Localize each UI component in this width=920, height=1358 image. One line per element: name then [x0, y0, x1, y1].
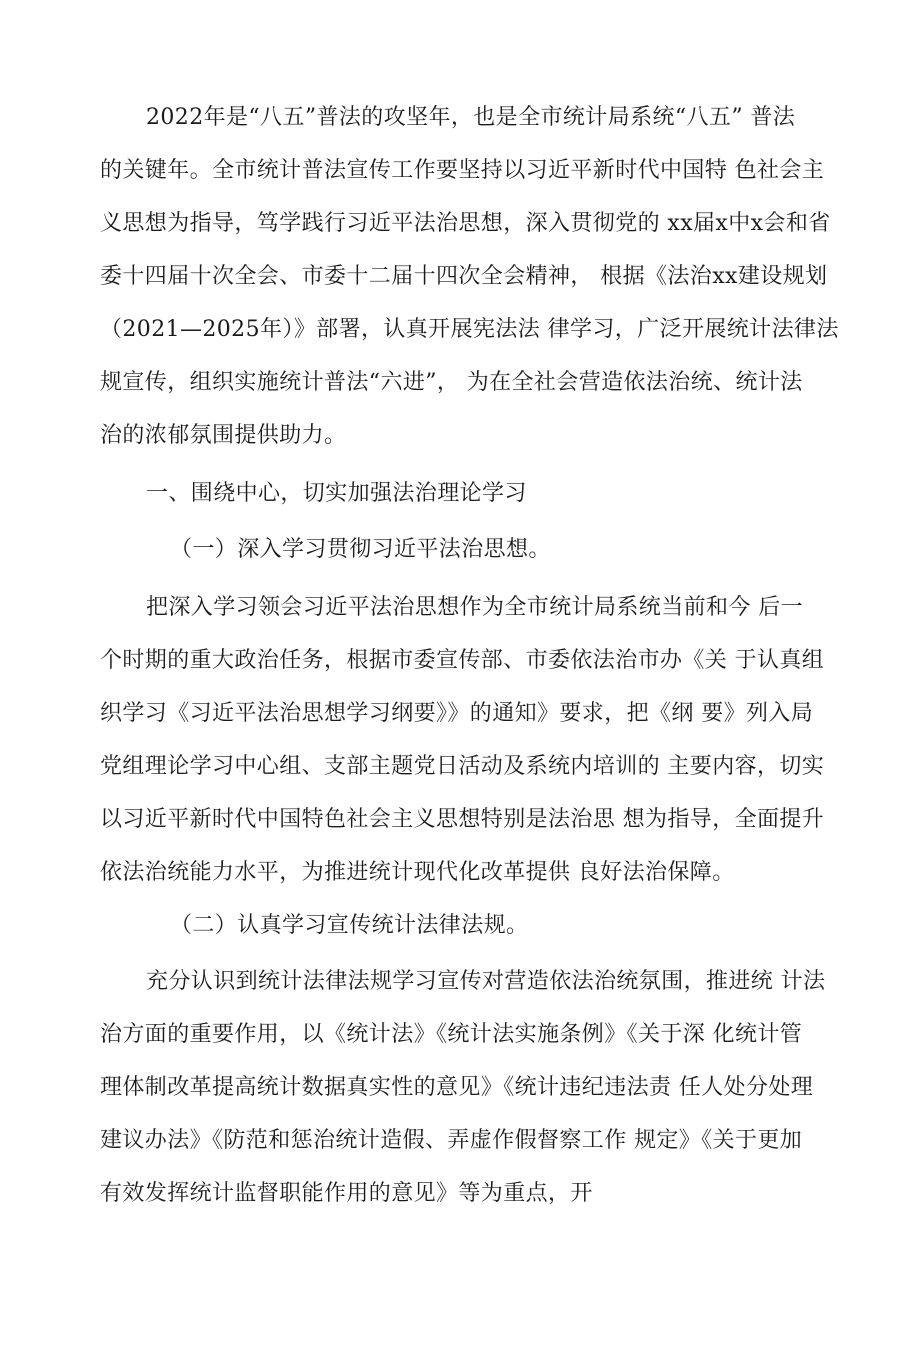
intro-line-2: 的关键年。全市统计普法宣传工作要坚持以习近平新时代中国特 色社会主 — [100, 158, 825, 183]
subsection-heading-1: （一）深入学习贯彻习近平法治思想。 — [170, 537, 551, 562]
sub1-line-4: 党组理论学习中心组、支部主题党日活动及系统内培训的 主要内容，切实 — [100, 754, 825, 779]
sub1-line-5: 以习近平新时代中国特色社会主义思想特别是法治思 想为指导，全面提升 — [100, 807, 825, 832]
intro-line-4: 委十四届十次全会、市委十二届十四次全会精神， 根据《法治xx建设规划 — [100, 264, 828, 289]
intro-line-5: （2021—2025年）》部署，认真开展宪法法 律学习，广泛开展统计法律法 — [100, 317, 839, 342]
sub1-line-6: 依法治统能力水平，为推进统计现代化改革提供 良好法治保障。 — [100, 860, 735, 885]
sub2-line-1: 充分认识到统计法律法规学习宣传对营造依法治统氛围，推进统 计法 — [146, 969, 826, 994]
sub1-line-3: 织学习《习近平法治思想学习纲要》》的通知》要求，把《纲 要》列入局 — [100, 701, 814, 726]
intro-line-1: 2022年是“八五”普法的攻坚年，也是全市统计局系统“八五” 普法 — [146, 105, 796, 130]
sub2-line-4: 建议办法》《防范和惩治统计造假、弄虚作假督察工作 规定》《关于更加 — [100, 1128, 803, 1153]
sub1-line-1: 把深入学习领会习近平法治思想作为全市统计局系统当前和今 后一 — [146, 595, 803, 620]
sub2-line-3: 理体制改革提高统计数据真实性的意见》《统计违纪违法责 任人处分处理 — [100, 1075, 814, 1100]
intro-line-6: 规宣传，组织实施统计普法“六进”， 为在全社会营造依法治统、统计法 — [100, 370, 803, 395]
intro-line-7: 治的浓郁氛围提供助力。 — [100, 423, 347, 448]
intro-line-3: 义思想为指导，笃学践行习近平法治思想，深入贯彻党的 xx届x中x会和省 — [100, 211, 831, 236]
sub2-line-5: 有效发挥统计监督职能作用的意见》等为重点，开 — [100, 1181, 593, 1206]
sub2-line-2: 治方面的重要作用，以《统计法》《统计法实施条例》《关于深 化统计管 — [100, 1022, 803, 1047]
subsection-heading-2: （二）认真学习宣传统计法律法规。 — [170, 913, 529, 938]
section-heading: 一、围绕中心，切实加强法治理论学习 — [146, 481, 527, 506]
sub1-line-2: 个时期的重大政治任务，根据市委宣传部、市委依法治市办《关 于认真组 — [100, 648, 825, 673]
